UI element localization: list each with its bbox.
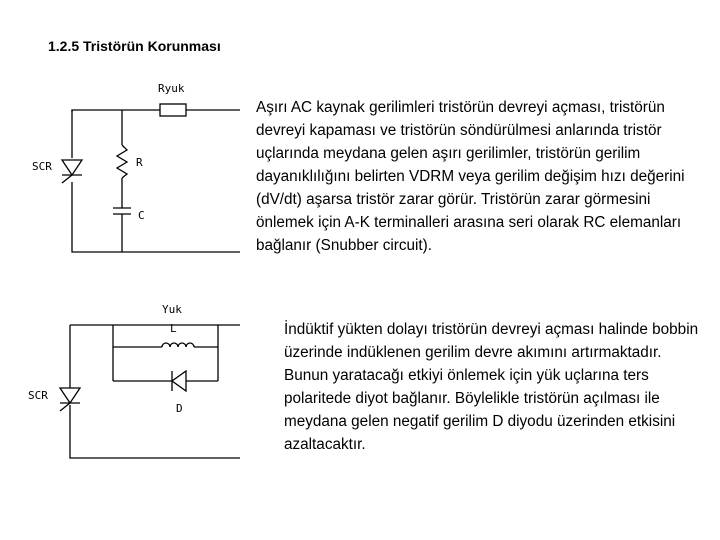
- scr2-gate-lead: [60, 403, 70, 411]
- snubber-paragraph: Aşırı AC kaynak gerilimleri tristörün devreyi açması, tristörün devreyi kapaması ve tristörün söndürülmesi anlarında tristör uçlarında meydana gelen aşırı gerilimler, tristörün gerilim dayanıklılığını belirten VDRM veya gerilim değişim hızı değerini (dV/dt) aşarsa tristör zarar görür. Tristörün zarar görmesini önlemek için A-K terminalleri arasına seri olarak RC elemanları bağlanır (Snubber circuit).: [256, 99, 685, 254]
- scr2-symbol: [60, 388, 80, 403]
- circuit2-d-label: D: [176, 402, 183, 415]
- circuit1-load-label: Ryuk: [158, 82, 185, 95]
- circuit2-scr-label: SCR: [28, 389, 48, 402]
- circuit1-scr-label: SCR: [32, 160, 52, 173]
- circuit2-left-wire-lower: [70, 405, 240, 458]
- page-title: 1.2.5 Tristörün Korunması: [48, 38, 221, 54]
- freewheel-diode-d: [172, 371, 186, 391]
- circuit1-r-label: R: [136, 156, 143, 169]
- circuit2-load-label: Yuk: [162, 303, 182, 316]
- inductor-l: [162, 343, 194, 347]
- circuit1-c-label: C: [138, 209, 145, 222]
- circuit2-l-label: L: [170, 322, 177, 335]
- freewheel-diode-paragraph: İndüktif yükten dolayı tristörün devreyi açması halinde bobbin üzerinde indüklenen gerilim devre akımını artırmaktadır. Bunun yaratacağı etkiyi önlemek için yük uçlarına ters polaritede diyot bağlanır. Böylelikle tristörün açılması ile meydana gelen negatif gerilim D diyodu üzerinden etkisini azaltacaktır.: [284, 321, 699, 453]
- freewheel-diode-circuit-diagram: [0, 0, 260, 540]
